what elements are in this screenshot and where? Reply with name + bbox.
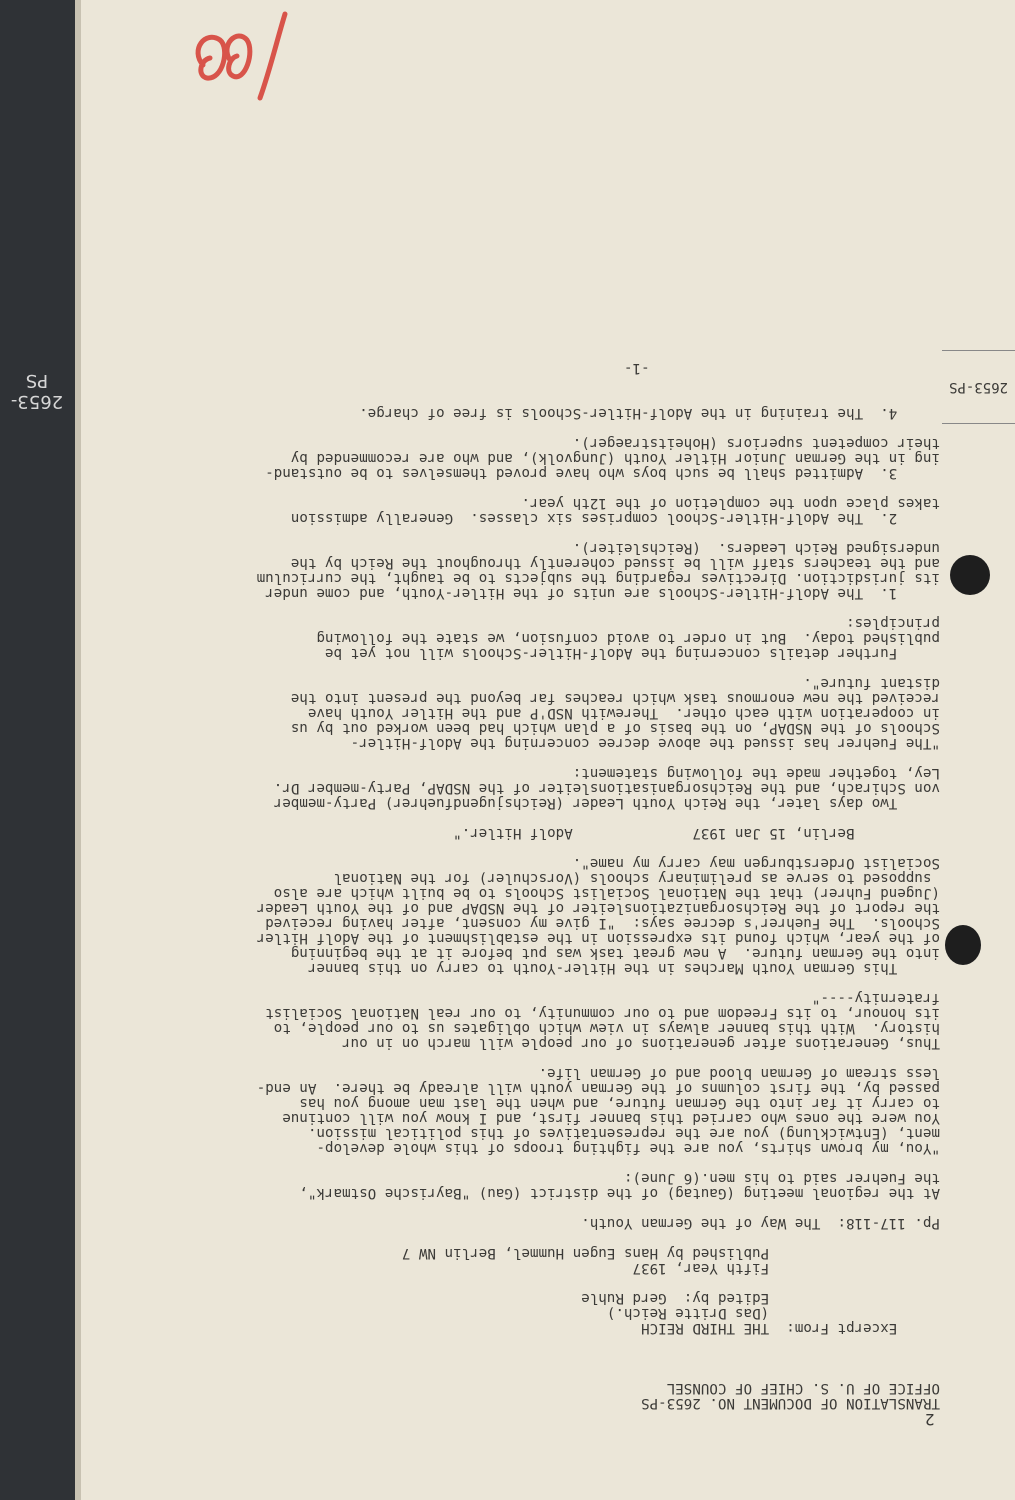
document-text [150,110,940,1410]
text-line: takes place upon the completion of the 12th year. [521,495,940,511]
text-line: 2. The Adolf-Hitler-School comprises six classes. Generally admission [290,510,940,526]
text-line: Two days later, the Reich Youth Leader (Reichsjugendfuehrer) Party-member [273,795,940,811]
text-line: (Jugend Fuhrer) that the National Socialist Schools to be built which are also [273,885,940,901]
text-line [150,1335,940,1350]
text-line: Schools of the NSDAP, on the basis of a plan which had been worked out by us [290,720,940,736]
text-line: its jurisdiction. Directives regarding the subjects to be taught, the curriculum [256,570,940,586]
text-line: distant future". [803,675,940,691]
text-line: published today. But in order to avoid confusion, we state the following [316,630,940,646]
text-line: of the year, which found its expression in the establishment of the Adolf Hitler [256,930,940,946]
text-line: At the regional meeting (Gautag) of the district (Gau) "Bayrische Ostmark", [299,1185,940,1201]
text-line: and the teachers staff will be issued coherently throughout the Reich by the [290,555,940,571]
text-line: (Das Dritte Reich.) [606,1305,940,1321]
text-line: Schools. The Fuehrer's decree says: "I give my consent, after having received [265,915,940,931]
text-line: -1- [623,360,940,376]
text-line: Excerpt From: THE THIRD REICH [641,1320,940,1336]
text-line [150,1350,940,1365]
text-line: history. With this banner always in view which obligates us to our people, to [273,1020,940,1036]
text-line: ment, (Entwicklung) you are the representatives of this political mission. [307,1125,940,1141]
text-line: the Fuehrer said to his men.(6 June): [623,1170,940,1186]
text-line [150,525,940,540]
text-line [150,1365,940,1380]
text-line: You were the ones who carried this banner first, and I know you will continue [282,1110,940,1126]
document-stamp-box [942,350,1015,424]
text-line: Berlin, 15 Jan 1937 Adolf Hitler." [453,825,940,841]
text-line [150,1230,940,1245]
text-line [150,420,940,435]
text-line: von Schirach, and the Reichsorganisationsleiter of the NSDAP, Party-member Dr. [273,780,940,796]
text-line: Published by Hans Eugen Hummel, Berlin NW 7 [401,1245,940,1261]
corner-mark: 2 [925,1410,935,1429]
text-line: undersigned Reich Leaders. (Reichsleiter). [572,540,940,556]
text-line: its honour, to its Freedom and to our community, to our real National Socialist [265,1005,940,1021]
punch-hole [945,925,981,965]
text-line: 4. The training in the Adolf-Hitler-Schools is free of charge. [359,405,940,421]
text-line [150,840,940,855]
pencil-annotation: 2653-PS [10,370,64,412]
text-line [150,480,940,495]
text-line: in cooperation with each other. Therewith NSD'P and the Hitler Youth have [307,705,940,721]
text-line: This German Youth Marches in the Hitler-Youth to carry on this banner [307,960,940,976]
text-line [150,375,940,390]
text-line: the report of the Reichsorganizationsleiter of the NSDAP and of the Youth Leader [256,900,940,916]
text-line: Edited by: Gerd Ruhle [581,1290,940,1306]
text-line: TRANSLATION OF DOCUMENT NO. 2653-PS [641,1395,940,1411]
text-line: ing in the German Junior Hitler Youth (Jungvolk), and who are recommended by [290,450,940,466]
binding-strip [0,0,75,1500]
text-line: their competent superiors (Hoheitstraeger). [572,435,940,451]
text-line: Ley, together made the following statement: [572,765,940,781]
text-line: Further details concerning the Adolf-Hitler-Schools will not yet be [325,645,940,661]
text-line [150,600,940,615]
text-line [150,810,940,825]
red-handwritten-mark-icon [185,10,295,105]
text-line: "The Fuehrer has issued the above decree concerning the Adolf-Hitler- [350,735,940,751]
text-line: less stream of German blood and of German life. [538,1065,940,1081]
text-line: fraternity----" [811,990,940,1006]
text-line [150,975,940,990]
text-line [150,660,940,675]
text-line [150,750,940,765]
text-line: principles: [846,615,940,631]
text-line [150,1050,940,1065]
text-line: to carry it far into the German future, and when the last man among you has [299,1095,940,1111]
text-line: Socialist Orderstburgen may carry my name". [572,855,940,871]
text-line: 1. The Adolf-Hitler-Schools are units of the Hitler-Youth, and come under [265,585,940,601]
text-line: into the German future. A new great task was put before it at the beginning [290,945,940,961]
text-line: passed by, the first columns of the German youth will already be there. An end- [256,1080,940,1096]
text-line: supposed to serve as preliminary schools (Vorschuler) for the National [333,870,940,886]
text-line: OFFICE OF U. S. CHIEF OF COUNSEL [666,1380,940,1396]
text-line: received the new enormous task which reaches far beyond the present into the [290,690,940,706]
text-line: "You, my brown shirts, you are the fighting troops of this whole develop- [316,1140,940,1156]
punch-hole [950,555,990,595]
text-line: 3. Admitted shall be such boys who have proved themselves to be outstand- [265,465,940,481]
text-line [150,1275,940,1290]
binding-edge [75,0,81,1500]
text-line [150,1200,940,1215]
text-line [150,1155,940,1170]
text-line: Pp. 117-118: The Way of the German Youth. [581,1215,940,1231]
text-line [150,390,940,405]
text-line: Thus, Generations after generations of our people will march on in our [342,1035,940,1051]
document-stamp: 2653-PS [949,379,1009,395]
text-line: Fifth Year, 1937 [632,1260,940,1276]
